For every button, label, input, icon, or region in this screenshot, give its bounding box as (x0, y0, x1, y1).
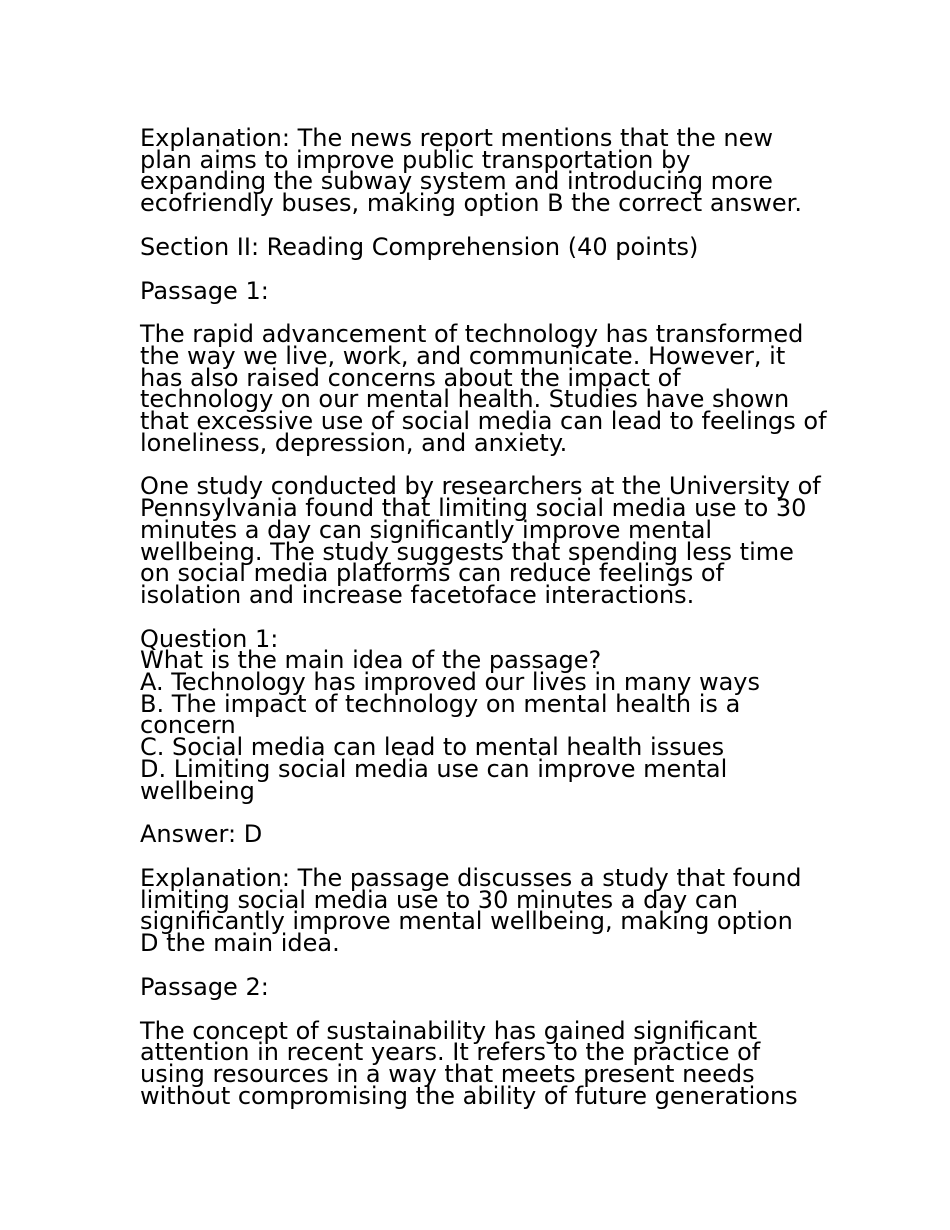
text-line: has also raised concerns about the impact of (140, 363, 681, 392)
text-line: minutes a day can significantly improve mental (140, 515, 713, 544)
answer-1 (140, 820, 820, 849)
text-line: without compromising the ability of future generations (140, 1081, 798, 1110)
section-heading (140, 232, 820, 261)
text-line: Explanation: The news report mentions that the new (140, 124, 773, 152)
passage-1-paragraph-1 (140, 320, 827, 457)
passage-1-label (140, 276, 820, 305)
answer-text: Answer: D (140, 820, 263, 849)
passage-label-text: Passage 1: (140, 276, 269, 305)
document-content (140, 124, 827, 1129)
option-d: D. Limiting social media use can improve mental (140, 754, 728, 783)
text-line: wellbeing. The study suggests that spending less time (140, 537, 794, 566)
explanation-paragraph (140, 124, 820, 218)
passage-1-paragraph-2 (140, 472, 821, 609)
text-line: D the main idea. (140, 929, 340, 958)
section-heading-text: Section II: Reading Comprehension (40 points) (140, 232, 699, 261)
option-b: B. The impact of technology on mental health is a (140, 689, 741, 718)
question-prompt: What is the main idea of the passage? (140, 646, 602, 675)
text-line: significantly improve mental wellbeing, making option (140, 907, 793, 936)
passage-label-text: Passage 2: (140, 972, 269, 1001)
passage-2-label (140, 972, 820, 1001)
explanation-1 (140, 863, 820, 958)
text-line: The rapid advancement of technology has transformed (140, 320, 804, 349)
option-b-continued: concern (140, 711, 236, 740)
text-line: using resources in a way that meets present needs (140, 1059, 755, 1088)
question-1 (140, 624, 820, 805)
text-line: technology on our mental health. Studies have shown (140, 385, 790, 414)
text-line: that excessive use of social media can lead to feelings of (140, 407, 827, 436)
text-line: loneliness, depression, and anxiety. (140, 428, 568, 457)
option-a: A. Technology has improved our lives in many ways (140, 668, 761, 697)
option-c: C. Social media can lead to mental health issues (140, 733, 725, 762)
text-line: limiting social media use to 30 minutes a day can (140, 885, 738, 914)
text-line: on social media platforms can reduce feelings of (140, 559, 724, 588)
text-line: attention in recent years. It refers to the practice of (140, 1038, 761, 1067)
text-line: The concept of sustainability has gained significant (140, 1016, 758, 1045)
question-label: Question 1: (140, 624, 279, 653)
text-line: the way we live, work, and communicate. However, it (140, 341, 786, 370)
text-line: Explanation: The passage discusses a study that found (140, 863, 802, 892)
text-line: One study conducted by researchers at the University of (140, 472, 821, 501)
option-d-continued: wellbeing (140, 776, 255, 805)
text-line: ecofriendly buses, making option B the correct answer. (140, 189, 802, 218)
text-line: expanding the subway system and introducing more (140, 167, 773, 196)
text-line: plan aims to improve public transportation by (140, 145, 691, 174)
text-line: Pennsylvania found that limiting social media use to 30 (140, 494, 807, 523)
text-line: isolation and increase facetoface interactions. (140, 580, 695, 609)
passage-2-paragraph-1 (140, 1016, 820, 1110)
